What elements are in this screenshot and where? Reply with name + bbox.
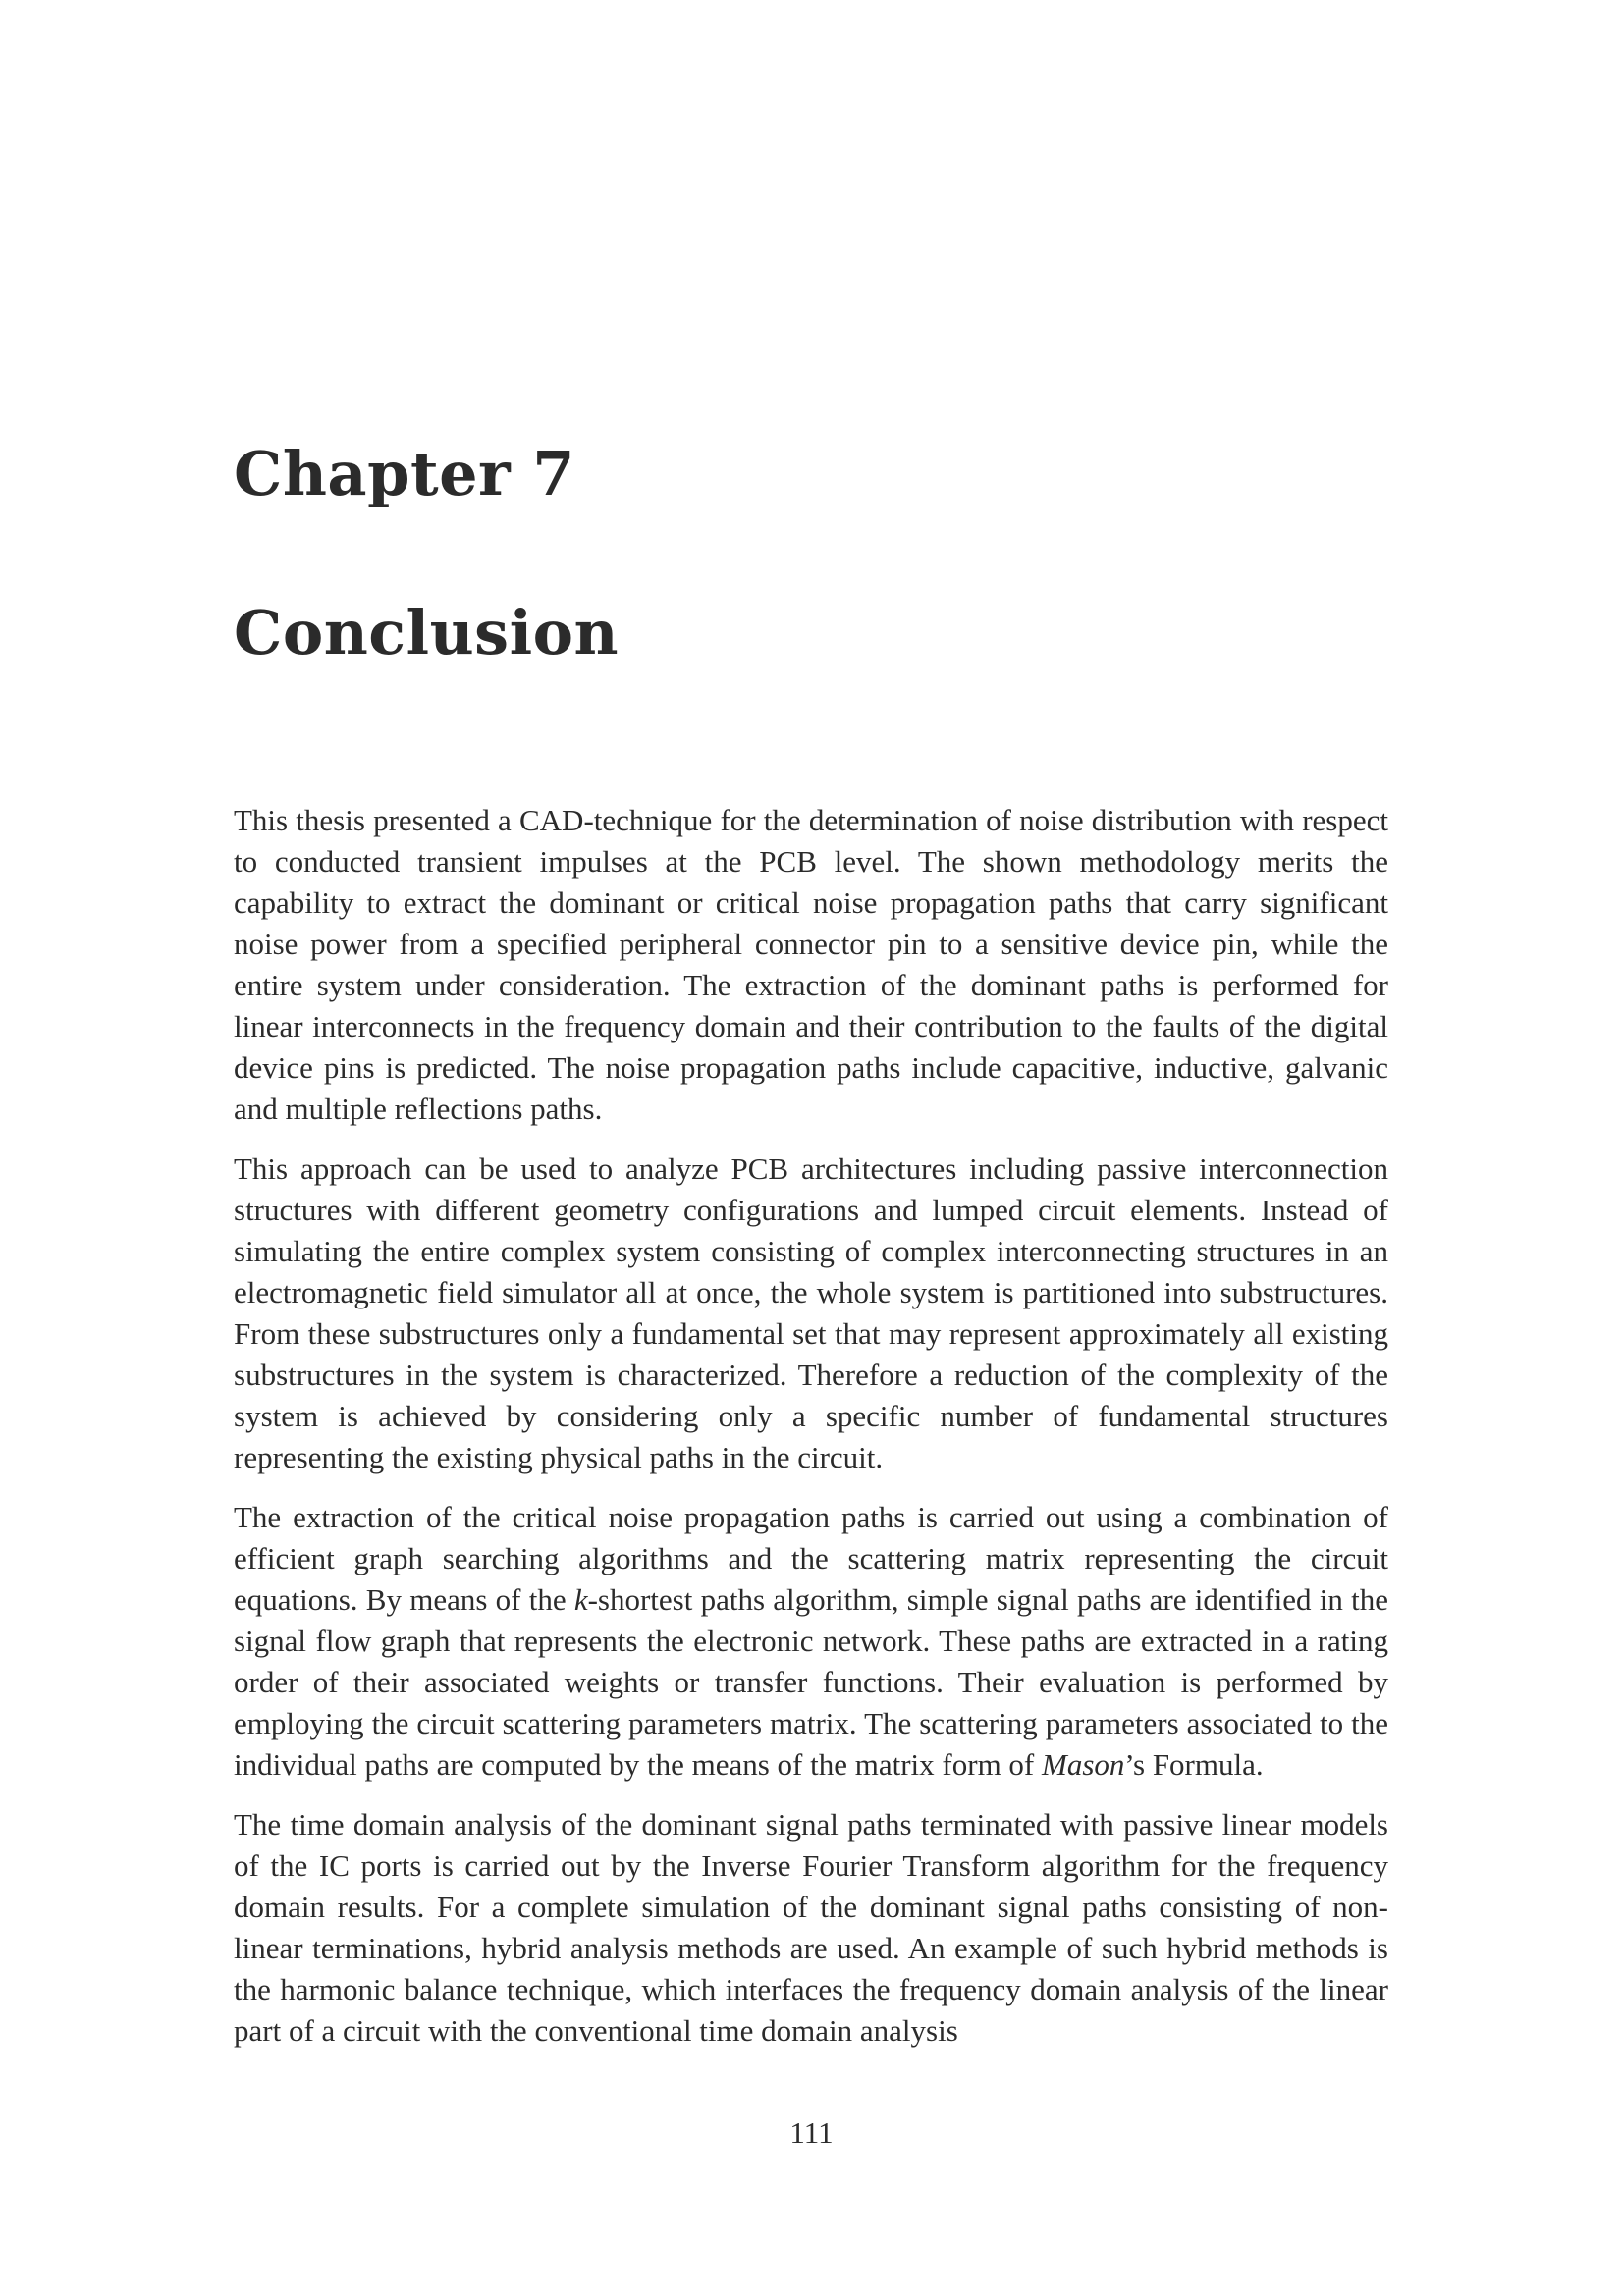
paragraph-2: This approach can be used to analyze PCB architectures including passive interconnection structures with different geometry configurations and lumped circuit elements. Instead of simulating the entire complex system consisting of complex interconnecting structures in an electromagnetic field simulator all at once, the whole system is partitioned into substructures. From these substructures only a fundamental set that may represent approximately all existing substructures in the system is characterized. Therefore a reduction of the complexity of the system is achieved by considering only a specific number of fundamental structures representing the existing physical paths in the circuit.	[234, 1151, 1388, 1474]
k-variable: k	[573, 1582, 588, 1617]
chapter-label: Chapter 7	[234, 438, 575, 509]
paragraph-3	[234, 1497, 1388, 1786]
paragraph-3-text-a: The extraction of the critical noise propagation paths is carried out using a combination of efficient graph searching algorithms and the scattering matrix representing the circuit equations. By means of the	[234, 1500, 1388, 1617]
paragraph-1: This thesis presented a CAD-technique for the determination of noise distribution with respect to conducted transient impulses at the PCB level. The shown methodology merits the capability to extract the dominant or critical noise propagation paths that carry significant noise power from a specified peripheral connector pin to a sensitive device pin, while the entire system under consideration. The extraction of the dominant paths is performed for linear interconnects in the frequency domain and their contribution to the faults of the digital device pins is predicted. The noise propagation paths include capacitive, inductive, galvanic and multiple reflections paths.	[234, 803, 1388, 1126]
page-number: 111	[789, 2115, 834, 2150]
paragraph-3-text-b: -shortest paths algorithm, simple signal paths are identified in the signal flow graph that represents the electronic network. These paths are extracted in a rating order of their associated weights or transfer functions. Their evaluation is performed by employing the circuit scattering parameters matrix. The scattering parameters associated to the individual paths are computed by the means of the matrix form of	[234, 1582, 1388, 1782]
chapter-title: Conclusion	[234, 597, 620, 668]
mason-name: Mason	[1042, 1747, 1125, 1782]
paragraph-3-text-c: ’s Formula.	[1124, 1747, 1264, 1782]
paragraph-4: The time domain analysis of the dominant signal paths terminated with passive linear models of the IC ports is carried out by the Inverse Fourier Transform algorithm for the frequency domain results. For a complete simulation of the dominant signal paths consisting of non-linear terminations, hybrid analysis methods are used. An example of such hybrid methods is the harmonic balance technique, which interfaces the frequency domain analysis of the linear part of a circuit with the conventional time domain analysis	[234, 1807, 1388, 2048]
chapter-body	[234, 800, 1388, 2070]
